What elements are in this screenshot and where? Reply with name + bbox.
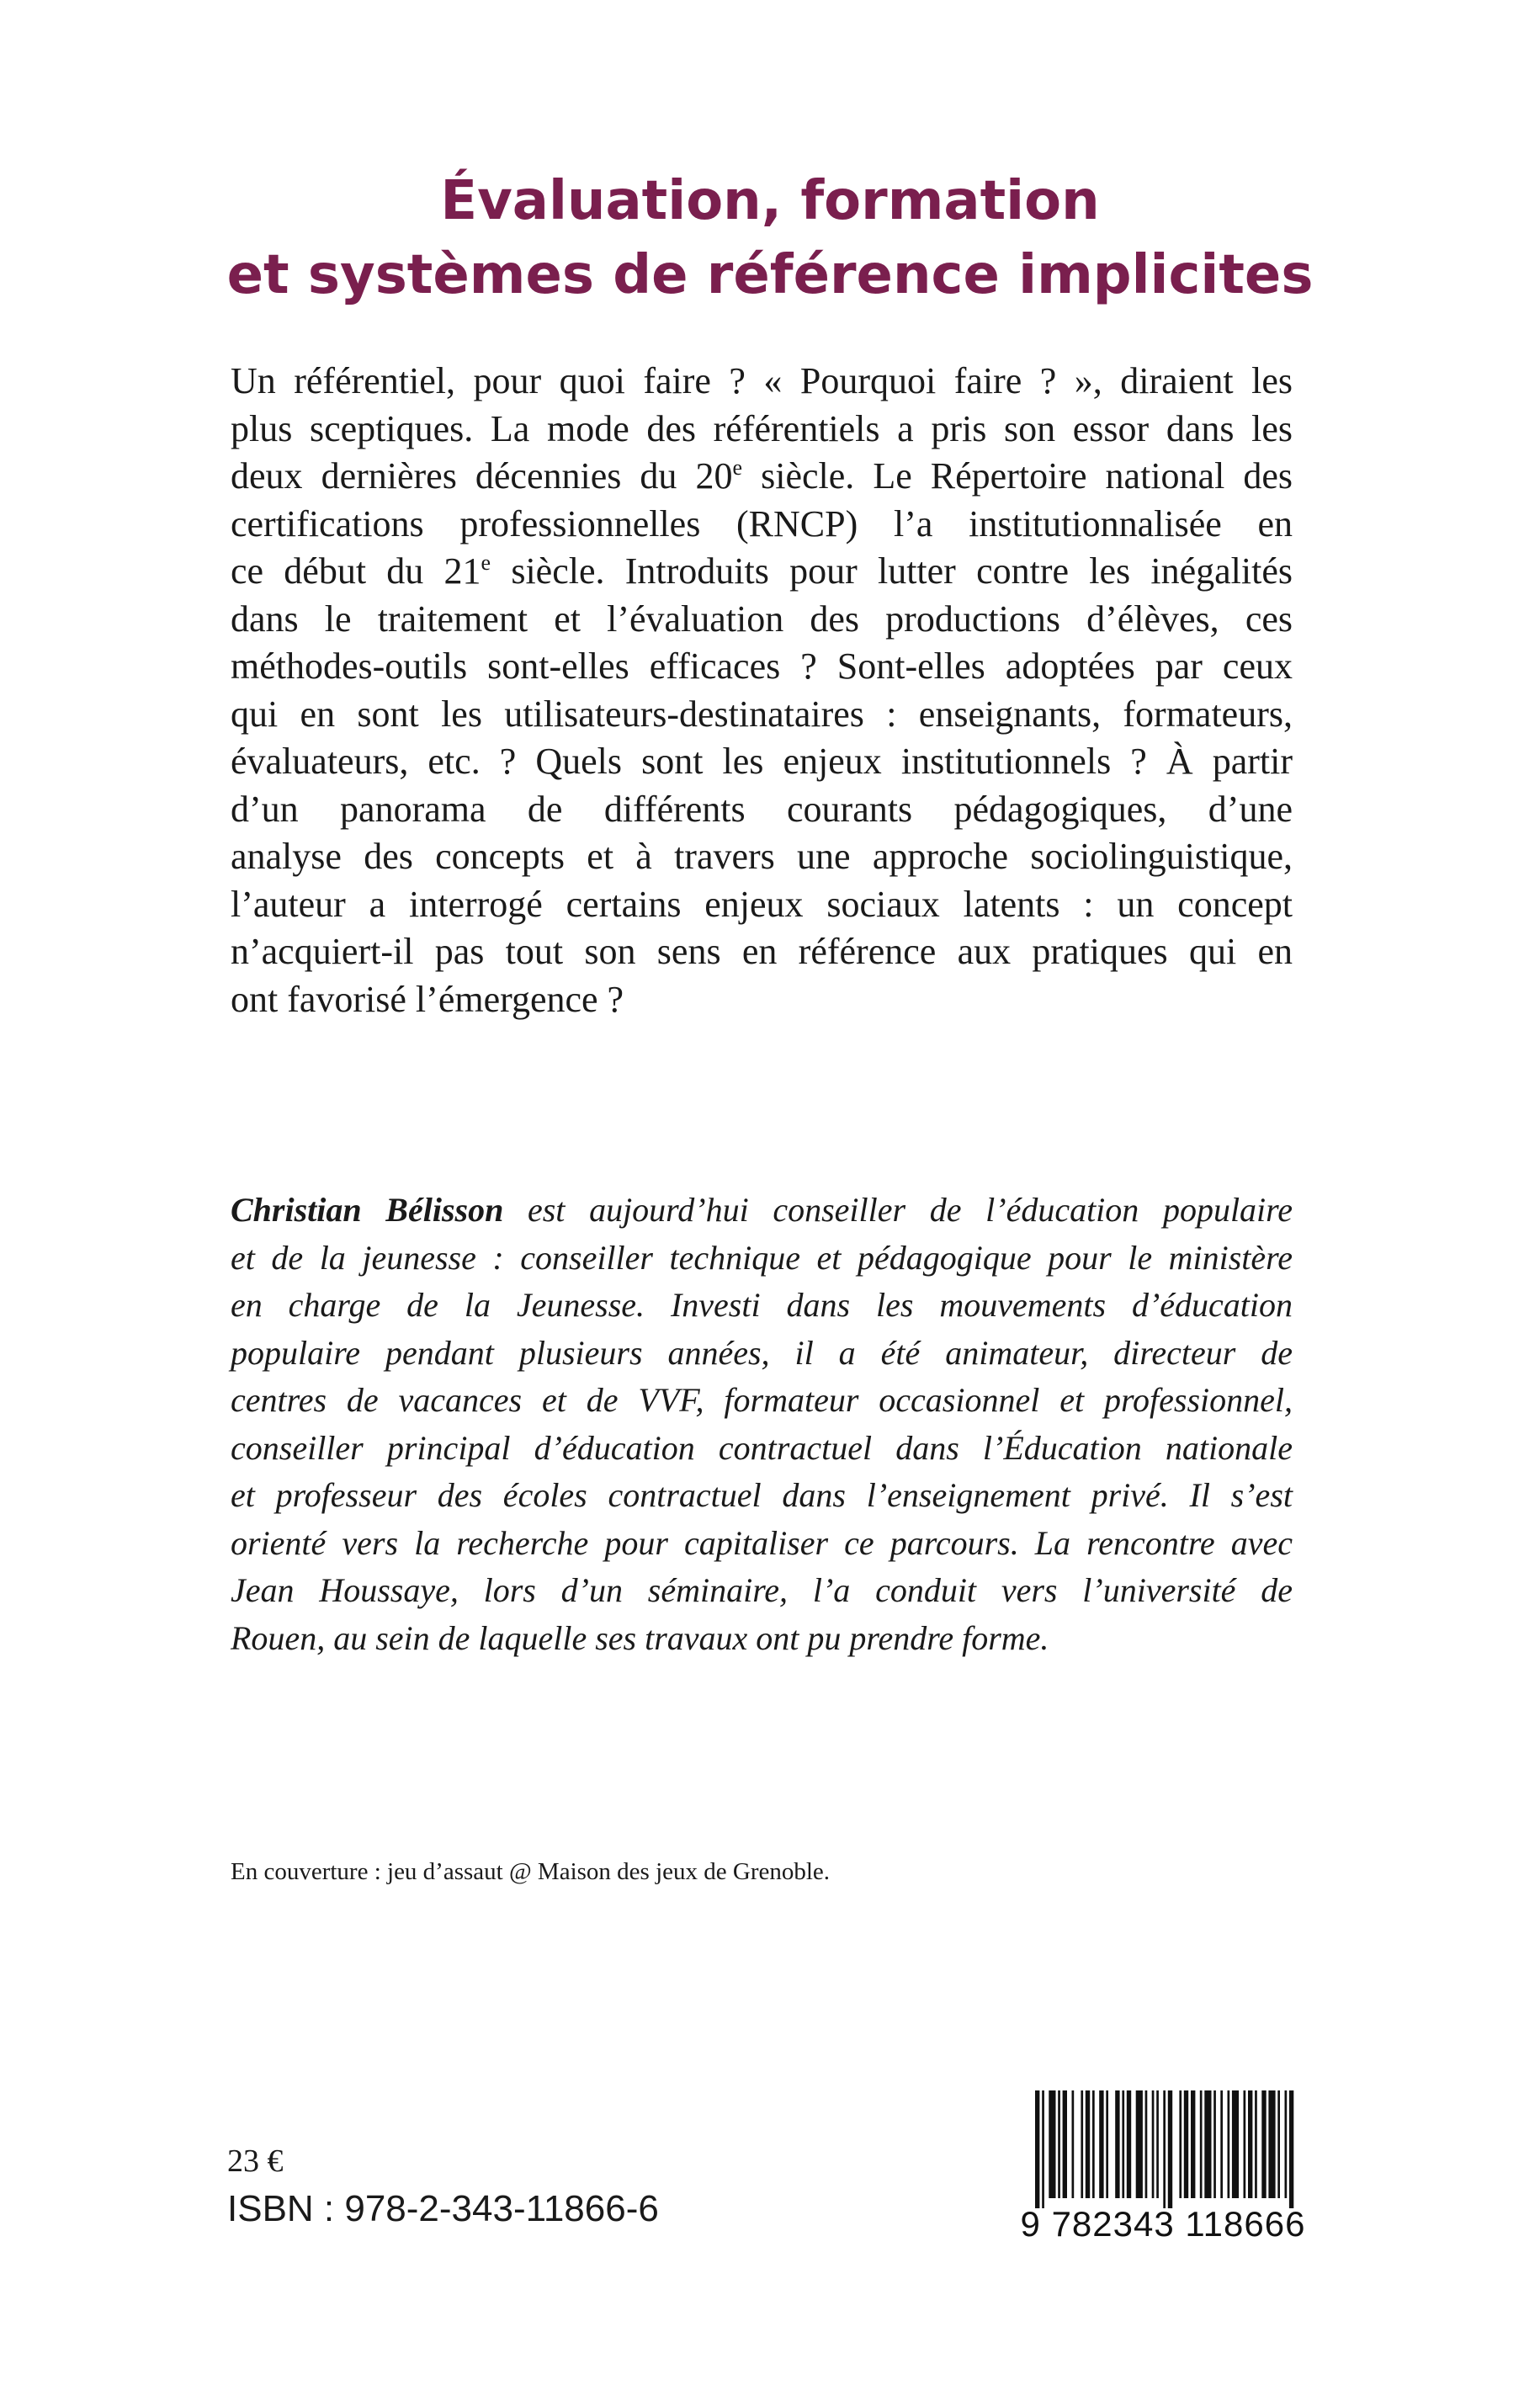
summary-text: siècle. Introduits pour lutter contre les inégalités <box>491 550 1293 592</box>
summary-line: qui en sont les utilisateurs-destinataires : enseignants, formateurs, <box>231 693 1293 735</box>
barcode-bar <box>1072 2090 1075 2198</box>
barcode-bar <box>1184 2090 1188 2198</box>
book-summary <box>231 358 1293 1023</box>
superscript: e <box>732 455 743 480</box>
barcode-bar <box>1106 2090 1108 2198</box>
price: 23 € <box>227 2143 284 2179</box>
summary-line: n’acquiert-il pas tout son sens en référence aux pratiques qui en <box>231 931 1293 972</box>
bio-line: et professeur des écoles contractuel dans l’enseignement privé. Il s’est <box>231 1476 1293 1514</box>
barcode-bar <box>1204 2090 1211 2198</box>
bio-text: est aujourd’hui conseiller de l’éducation populaire <box>503 1191 1293 1229</box>
barcode-bar <box>1179 2090 1182 2198</box>
barcode-bar <box>1228 2090 1230 2198</box>
bio-line <box>231 1187 1293 1235</box>
superscript: e <box>481 550 491 575</box>
barcode-bar <box>1092 2090 1095 2198</box>
barcode-bar <box>1285 2090 1288 2198</box>
barcode-bar <box>1213 2090 1216 2198</box>
summary-line: d’un panorama de différents courants pédagogiques, d’une <box>231 788 1293 830</box>
barcode-bar <box>1156 2090 1159 2198</box>
barcode-bar <box>1220 2090 1223 2198</box>
barcode-bar <box>1232 2090 1239 2198</box>
summary-line: dans le traitement et l’évaluation des productions d’élèves, ces <box>231 598 1293 640</box>
barcode-bar <box>1081 2090 1083 2198</box>
barcode-bar <box>1163 2090 1166 2208</box>
barcode-bars <box>1020 2090 1306 2208</box>
barcode-bar <box>1244 2090 1246 2198</box>
barcode-bar <box>1261 2090 1266 2198</box>
summary-line: analyse des concepts et à travers une approche sociolinguistique, <box>231 836 1293 877</box>
bio-line: conseiller principal d’éducation contractuel dans l’Éducation nationale <box>231 1428 1293 1467</box>
summary-line <box>231 453 1293 501</box>
barcode-bar <box>1255 2090 1257 2198</box>
barcode-bar <box>1115 2090 1119 2198</box>
barcode-bar <box>1145 2090 1148 2198</box>
barcode-bar <box>1268 2090 1275 2198</box>
barcode-bar <box>1291 2090 1293 2208</box>
barcode-bar <box>1086 2090 1090 2198</box>
title-line-1: Évaluation, formation <box>440 170 1100 232</box>
summary-line: l’auteur a interrogé certains enjeux sociaux latents : un concept <box>231 883 1293 925</box>
isbn: ISBN : 978-2-343-11866-6 <box>227 2188 659 2229</box>
summary-line: méthodes-outils sont-elles efficaces ? Sont-elles adoptées par ceux <box>231 645 1293 687</box>
barcode-digits: 9 782343 118666 <box>1020 2204 1306 2244</box>
summary-line: Un référentiel, pour quoi faire ? « Pourquoi faire ? », diraient les <box>231 360 1293 401</box>
barcode-bar <box>1058 2090 1060 2198</box>
barcode <box>1020 2090 1306 2242</box>
bio-line: centres de vacances et de VVF, formateur occasionnel et professionnel, <box>231 1381 1293 1419</box>
bio-line: Jean Houssaye, lors d’un séminaire, l’a conduit vers l’université de <box>231 1571 1293 1609</box>
barcode-bar <box>1049 2090 1055 2198</box>
bio-line: populaire pendant plusieurs années, il a été animateur, directeur de <box>231 1333 1293 1372</box>
barcode-bar <box>1127 2090 1131 2198</box>
barcode-bar <box>1248 2090 1252 2198</box>
summary-text: deux dernières décennies du 20 <box>231 455 733 497</box>
cover-credit: En couverture : jeu d’assaut @ Maison des jeux de Grenoble. <box>231 1858 831 1885</box>
title-line-2: et systèmes de référence implicites <box>226 244 1314 306</box>
bio-line: en charge de la Jeunesse. Investi dans les mouvements d’éducation <box>231 1286 1293 1324</box>
summary-line: plus sceptiques. La mode des référentiels a pris son essor dans les <box>231 407 1293 449</box>
bio-line: Rouen, au sein de laquelle ses travaux ont pu prendre forme. <box>231 1618 1049 1657</box>
summary-line <box>231 548 1293 596</box>
barcode-bar <box>1122 2090 1124 2198</box>
barcode-bar <box>1277 2090 1280 2198</box>
summary-text: ce début du 21 <box>231 550 481 592</box>
author-name: Christian Bélisson <box>231 1191 504 1229</box>
bio-line: et de la jeunesse : conseiller technique et pédagogique pour le ministère <box>231 1238 1293 1277</box>
summary-line: certifications professionnelles (RNCP) l’a institutionnalisée en <box>231 502 1293 544</box>
book-title <box>126 164 1414 312</box>
barcode-bar <box>1063 2090 1067 2198</box>
barcode-bar <box>1042 2090 1044 2208</box>
bio-line: orienté vers la recherche pour capitaliser ce parcours. La rencontre avec <box>231 1523 1293 1562</box>
summary-line: évaluateurs, etc. ? Quels sont les enjeux institutionnels ? À partir <box>231 741 1293 782</box>
summary-line: ont favorisé l’émergence ? <box>231 978 624 1020</box>
barcode-bar <box>1035 2090 1039 2208</box>
barcode-bar <box>1099 2090 1103 2198</box>
barcode-bar <box>1200 2090 1203 2198</box>
summary-text: siècle. Le Répertoire national des <box>742 455 1293 497</box>
barcode-bar <box>1168 2090 1172 2208</box>
barcode-bar <box>1191 2090 1195 2198</box>
author-bio <box>231 1187 1293 1662</box>
barcode-bar <box>1152 2090 1155 2198</box>
barcode-bar <box>1136 2090 1143 2198</box>
